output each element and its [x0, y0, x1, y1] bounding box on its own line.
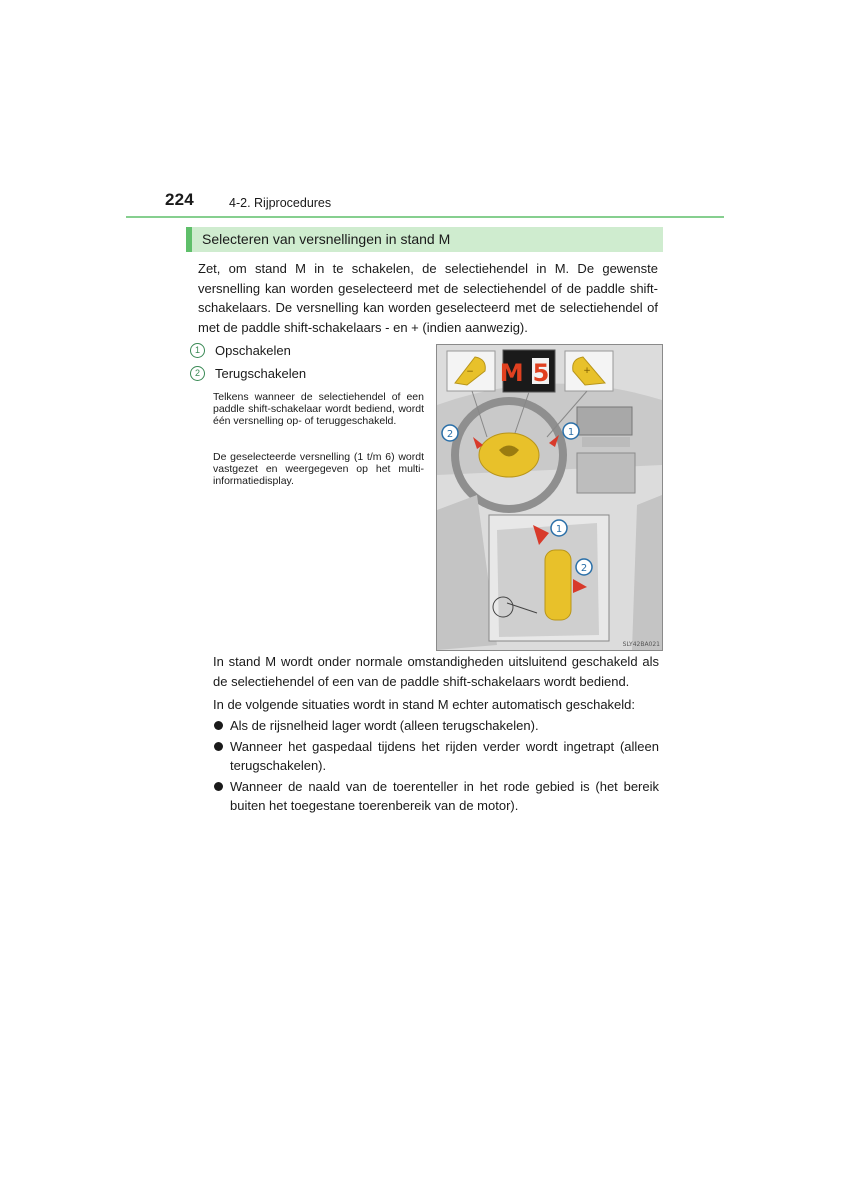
svg-text:2: 2: [446, 429, 454, 440]
bullet-icon: [214, 721, 223, 730]
cockpit-drawing: [437, 345, 662, 650]
list-item-label: Terugschakelen: [215, 366, 307, 381]
intro-paragraph: Zet, om stand M in te schakelen, de selectiehendel in M. De gewenste versnelling kan worden geselecteerd met de selectiehendel of de paddle shift-schakelaars. De versnelling kan worden geselecteerd met de selectiehendel of met de paddle shift-schakelaars - en + (indien aanwezig).: [198, 261, 658, 335]
svg-text:2: 2: [580, 563, 588, 574]
gear-display-text: M5: [499, 359, 559, 387]
body-paragraph: In de volgende situaties wordt in stand M echter automatisch geschakeld:: [213, 697, 636, 712]
figure-code: SLY42BA021: [622, 641, 660, 648]
list-item-upshift: [190, 343, 291, 358]
list-item: Als de rijsnelheid lager wordt (alleen terugschakelen).: [213, 716, 659, 736]
bullet-icon: [214, 742, 223, 751]
header-rule: [126, 216, 724, 218]
bullet-list: [213, 716, 659, 817]
paddle-minus-label: −: [466, 367, 474, 377]
shift-illustration: [436, 344, 663, 651]
gear-lever: [545, 550, 571, 620]
note-gear-display: De geselecteerde versnelling (1 t/m 6) wordt vastgezet en weergegeven op het multi-informatiedisplay.: [213, 451, 424, 487]
air-vents: [582, 437, 630, 447]
number-1-icon: 1: [190, 343, 205, 358]
list-item-label: Opschakelen: [215, 343, 291, 358]
bullet-icon: [214, 782, 223, 791]
svg-text:1: 1: [555, 524, 563, 535]
page-number: 224: [165, 190, 194, 209]
center-console: [577, 453, 635, 493]
list-item-downshift: [190, 366, 306, 381]
list-item: Wanneer het gaspedaal tijdens het rijden verder wordt ingetrapt (alleen terugschakelen).: [213, 737, 659, 776]
list-item: Wanneer de naald van de toerenteller in het rode gebied is (het bereik buiten het toegestane toerenbereik van de motor).: [213, 777, 659, 816]
svg-text:1: 1: [567, 427, 575, 438]
section-title: Selecteren van versnellingen in stand M: [202, 231, 451, 247]
paddle-plus-label: +: [583, 366, 591, 376]
number-2-icon: 2: [190, 366, 205, 381]
chapter-title: 4-2. Rijprocedures: [229, 196, 332, 210]
note-shift-step: Telkens wanneer de selectiehendel of een paddle shift-schakelaar wordt bediend, wordt één versnelling op- of teruggeschakeld.: [213, 391, 424, 427]
center-screen: [577, 407, 632, 435]
section-heading-bar: [186, 227, 663, 252]
body-paragraph: In stand M wordt onder normale omstandigheden uitsluitend geschakeld als de selectiehendel of een van de paddle shift-schakelaars wordt bediend.: [213, 654, 659, 689]
